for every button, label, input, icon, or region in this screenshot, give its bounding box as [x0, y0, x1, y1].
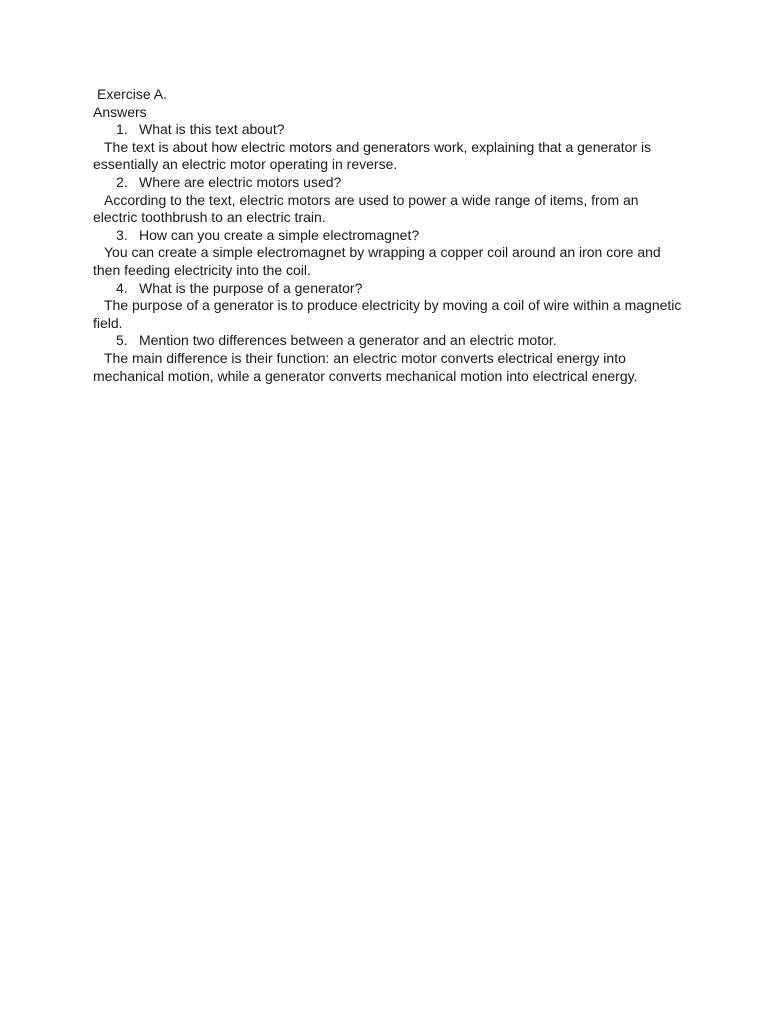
- document-page: [93, 86, 683, 385]
- answer-3: You can create a simple electromagnet by wrapping a copper coil around an iron core and then feeding electricity into the coil.: [93, 244, 661, 278]
- question-5: [93, 332, 683, 350]
- exercise-title: Exercise A.: [97, 86, 168, 102]
- answer-2: According to the text, electric motors are used to power a wide range of items, from an electric toothbrush to an electric train.: [93, 191, 639, 226]
- answer-5: The main difference is their function: an electric motor converts electrical energy into mechanical motion, while a generator converts mechanical motion into electrical energy.: [93, 349, 638, 384]
- question-text: What is the purpose of a generator?: [139, 279, 363, 296]
- question-number: 2.: [116, 173, 128, 190]
- question-1: [93, 121, 683, 139]
- question-text: What is this text about?: [139, 121, 285, 138]
- answer-1: The text is about how electric motors and generators work, explaining that a generator is essentially an electric motor operating in reverse.: [93, 138, 652, 173]
- answers-heading: Answers: [93, 103, 147, 120]
- question-number: 4.: [116, 279, 128, 296]
- question-2: [93, 174, 683, 192]
- question-number: 5.: [116, 332, 128, 349]
- question-number: 3.: [116, 226, 128, 243]
- question-3: [93, 227, 683, 245]
- question-text: Mention two differences between a generator and an electric motor.: [139, 332, 557, 349]
- question-text: How can you create a simple electromagnet?: [139, 226, 420, 243]
- answer-4: The purpose of a generator is to produce electricity by moving a coil of wire within a magnetic field.: [93, 297, 682, 331]
- question-number: 1.: [116, 121, 128, 138]
- question-text: Where are electric motors used?: [139, 173, 342, 190]
- question-4: [93, 280, 683, 298]
